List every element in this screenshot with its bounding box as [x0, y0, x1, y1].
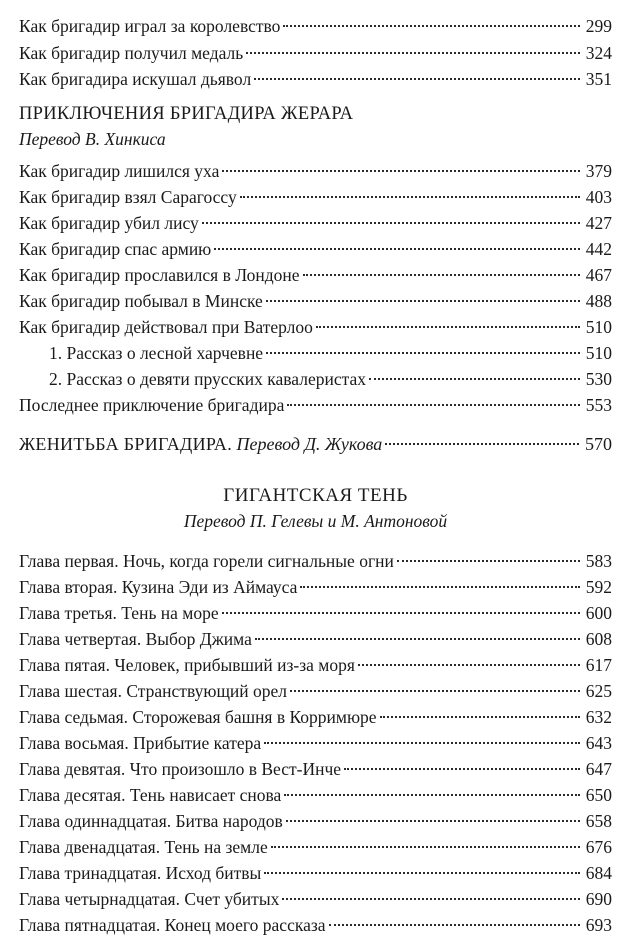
- entry-page: 600: [585, 603, 612, 623]
- dot-leader: [300, 586, 579, 588]
- entry-title: Глава третья. Тень на море: [19, 603, 219, 623]
- toc-entry[interactable]: [19, 885, 612, 913]
- dot-leader: [202, 222, 580, 224]
- toc-entry[interactable]: [19, 807, 612, 835]
- entry-title: [19, 430, 382, 458]
- entry-page: 617: [585, 655, 612, 675]
- dot-leader: [397, 560, 580, 562]
- entry-title: Глава одиннадцатая. Битва народов: [19, 811, 283, 831]
- entry-page: 643: [585, 733, 612, 753]
- toc-entry[interactable]: [19, 183, 612, 211]
- entry-page: 625: [585, 681, 612, 701]
- toc-entry[interactable]: [19, 703, 612, 731]
- entry-page: 467: [585, 265, 612, 285]
- entry-page: 693: [585, 915, 612, 935]
- entry-page: 379: [585, 161, 612, 181]
- entry-title: Глава восьмая. Прибытие катера: [19, 733, 262, 753]
- entry-page: 403: [585, 187, 612, 207]
- toc-entry[interactable]: [19, 781, 612, 809]
- entry-page: 324: [585, 43, 612, 63]
- entry-title: Глава двенадцатая. Тень на земле: [19, 837, 268, 857]
- toc-entry[interactable]: [19, 157, 612, 185]
- entry-title: Глава шестая. Странствующий орел: [19, 681, 288, 701]
- toc-entry[interactable]: [19, 651, 612, 679]
- dot-leader: [358, 664, 580, 666]
- section-translator: Перевод П. Гелевы и М. Антоновой: [183, 511, 448, 531]
- entry-title: Глава вторая. Кузина Эди из Аймауса: [19, 577, 298, 597]
- entry-page: 676: [585, 837, 612, 857]
- dot-leader: [264, 742, 580, 744]
- entry-page: 650: [585, 785, 612, 805]
- section-heading: ГИГАНТСКАЯ ТЕНЬ: [223, 485, 408, 506]
- entry-title: Глава четвертая. Выбор Джима: [19, 629, 252, 649]
- entry-page: 510: [585, 343, 612, 363]
- section-heading: ПРИКЛЮЧЕНИЯ БРИГАДИРА ЖЕРАРА: [19, 104, 354, 124]
- toc-entry[interactable]: [19, 625, 612, 653]
- dot-leader: [290, 690, 580, 692]
- entry-title: 1. Рассказ о лесной харчевне: [49, 343, 264, 363]
- toc-subentry[interactable]: [49, 365, 612, 393]
- toc-entry[interactable]: [19, 287, 612, 315]
- entry-title: Как бригадир взял Сарагоссу: [19, 187, 237, 207]
- entry-page: 647: [585, 759, 612, 779]
- dot-leader: [246, 52, 580, 54]
- entry-title: Глава девятая. Что произошло в Вест-Инче: [19, 759, 342, 779]
- entry-title: Как бригадир играл за королевство: [19, 16, 281, 36]
- entry-title: Как бригадира искушал дьявол: [19, 69, 252, 89]
- dot-leader: [369, 378, 580, 380]
- entry-page: 592: [585, 577, 612, 597]
- toc-entry[interactable]: [19, 12, 612, 40]
- toc-entry[interactable]: [19, 677, 612, 705]
- entry-page: 583: [585, 551, 612, 571]
- toc-entry[interactable]: [19, 729, 612, 757]
- dot-leader: [329, 924, 580, 926]
- toc-entry[interactable]: [19, 391, 612, 419]
- entry-page: 690: [585, 889, 612, 909]
- toc-entry[interactable]: [19, 39, 612, 67]
- entry-title: Последнее приключение бригадира: [19, 395, 285, 415]
- dot-leader: [385, 443, 579, 445]
- toc-entry[interactable]: [19, 911, 612, 939]
- toc-subentry[interactable]: [49, 339, 612, 367]
- toc-entry[interactable]: [19, 599, 612, 627]
- entry-title: Глава десятая. Тень нависает снова: [19, 785, 282, 805]
- dot-leader: [255, 638, 580, 640]
- dot-leader: [284, 794, 579, 796]
- dot-leader: [266, 300, 580, 302]
- entry-page: 530: [585, 369, 612, 389]
- dot-leader: [240, 196, 580, 198]
- entry-title: Глава седьмая. Сторожевая башня в Корримюре: [19, 707, 377, 727]
- dot-leader: [271, 846, 580, 848]
- toc-entry[interactable]: [19, 755, 612, 783]
- toc-entry[interactable]: [19, 65, 612, 93]
- dot-leader: [222, 170, 579, 172]
- dot-leader: [380, 716, 580, 718]
- dot-leader: [283, 25, 579, 27]
- toc-entry[interactable]: [19, 209, 612, 237]
- entry-title: Глава пятая. Человек, прибывший из-за моря: [19, 655, 355, 675]
- entry-page: 442: [585, 239, 612, 259]
- entry-page: 608: [585, 629, 612, 649]
- toc-entry[interactable]: [19, 573, 612, 601]
- toc-entry[interactable]: [19, 235, 612, 263]
- entry-page: 299: [585, 16, 612, 36]
- dot-leader: [344, 768, 580, 770]
- entry-page: 351: [585, 69, 612, 89]
- entry-title: Как бригадир получил медаль: [19, 43, 244, 63]
- dot-leader: [214, 248, 579, 250]
- section-translator: Перевод В. Хинкиса: [19, 129, 166, 149]
- entry-page: 488: [585, 291, 612, 311]
- dot-leader: [316, 326, 580, 328]
- dot-leader: [282, 898, 579, 900]
- entry-title: Глава тринадцатая. Исход битвы: [19, 863, 262, 883]
- entry-title: Глава четырнадцатая. Счет убитых: [19, 889, 280, 909]
- toc-entry[interactable]: [19, 261, 612, 289]
- toc-entry[interactable]: [19, 430, 612, 458]
- toc-entry[interactable]: [19, 833, 612, 861]
- toc-entry[interactable]: [19, 547, 612, 575]
- entry-page: 553: [585, 395, 612, 415]
- entry-page: 684: [585, 863, 612, 883]
- toc-entry[interactable]: [19, 313, 612, 341]
- entry-page: 427: [585, 213, 612, 233]
- entry-title: 2. Рассказ о девяти прусских кавалеристах: [49, 369, 366, 389]
- entry-title: Как бригадир действовал при Ватерлоо: [19, 317, 313, 337]
- entry-page: 510: [585, 317, 612, 337]
- entry-title: Как бригадир спас армию: [19, 239, 212, 259]
- toc-page: [19, 0, 612, 948]
- dot-leader: [222, 612, 580, 614]
- entry-page: 570: [585, 434, 612, 454]
- story-title: ЖЕНИТЬБА БРИГАДИРА.: [19, 434, 233, 454]
- entry-title: Как бригадир лишился уха: [19, 161, 220, 181]
- dot-leader: [264, 872, 579, 874]
- toc-entry[interactable]: [19, 859, 612, 887]
- entry-title: Как бригадир прославился в Лондоне: [19, 265, 300, 285]
- dot-leader: [254, 78, 580, 80]
- dot-leader: [266, 352, 580, 354]
- entry-page: 632: [585, 707, 612, 727]
- entry-page: 658: [585, 811, 612, 831]
- dot-leader: [286, 820, 580, 822]
- dot-leader: [303, 274, 580, 276]
- story-translator: Перевод Д. Жукова: [236, 434, 383, 454]
- entry-title: Как бригадир убил лису: [19, 213, 199, 233]
- entry-title: Глава пятнадцатая. Конец моего рассказа: [19, 915, 326, 935]
- entry-title: Как бригадир побывал в Минске: [19, 291, 263, 311]
- entry-title: Глава первая. Ночь, когда горели сигнальные огни: [19, 551, 394, 571]
- dot-leader: [287, 404, 579, 406]
